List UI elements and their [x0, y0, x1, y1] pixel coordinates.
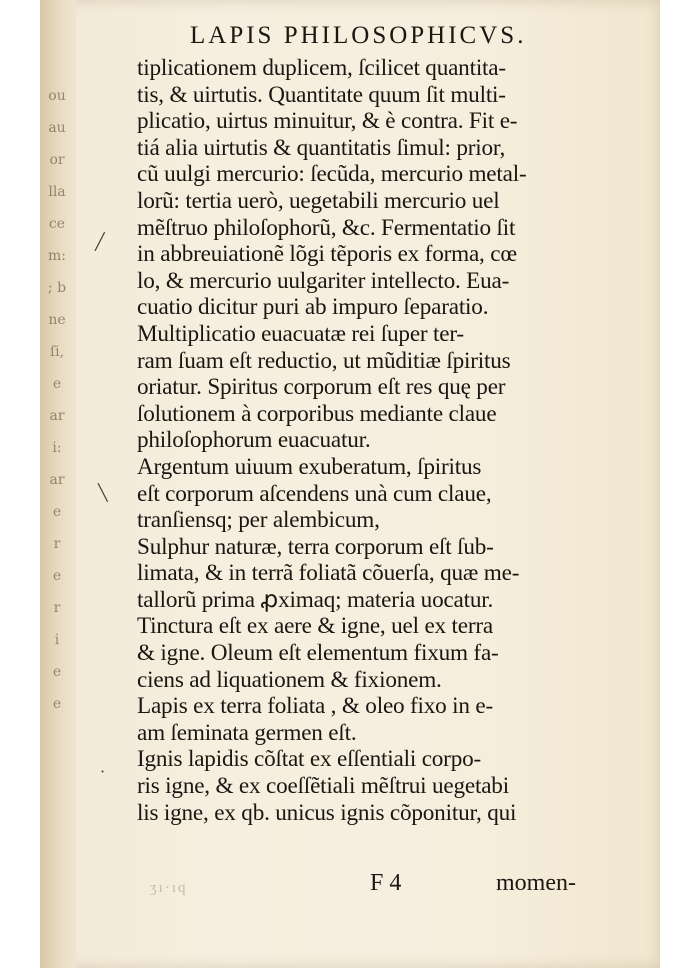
- text-line: ris igne, & ex coeſſẽtiali mẽſtrui uegetabi: [137, 773, 509, 800]
- bleed-fragment: r: [53, 536, 61, 552]
- bleed-fragment: e: [52, 664, 62, 680]
- text-line: ſolutionem à corporibus mediante claue: [137, 400, 497, 427]
- text-line: tiplicationem duplicem, ſcilicet quantita-: [137, 55, 506, 81]
- ink-speck: ·: [100, 762, 106, 781]
- bleed-fragment: r: [53, 600, 61, 616]
- ink-speck: ╲: [98, 483, 108, 502]
- text-line: limata, & in terrã foliatã cõuerſa, quæ me-: [137, 560, 520, 587]
- bleed-fragment: ſi,: [49, 344, 65, 360]
- show-through-text: ʒı·ıq: [150, 880, 188, 896]
- text-line: Argentum uiuum exuberatum, ſpiritus: [137, 453, 482, 480]
- text-line: ciens ad liquationem & fixionem.: [137, 666, 442, 693]
- bleed-fragment: i:: [52, 440, 62, 456]
- text-line: Tinctura eſt ex aere & igne, uel ex terra: [137, 613, 493, 640]
- text-line: in abbreuiationẽ lõgi tẽporis ex forma, cœ: [137, 241, 517, 268]
- text-line: cũ uulgi mercurio: ſecũda, mercurio metal-: [137, 161, 527, 188]
- text-line: tallorũ prima ꝓximaq; materia uocatur.: [137, 586, 494, 613]
- bleed-fragment: i: [54, 632, 60, 648]
- catchword: momen-: [496, 870, 576, 896]
- text-line: eſt corporum aſcendens unà cum claue,: [137, 480, 492, 507]
- text-line: lorũ: tertia uerò, uegetabili mercurio uel: [137, 187, 500, 214]
- running-head: LAPIS PHILOSOPHICVS.: [190, 22, 527, 49]
- text-line: & igne. Oleum eſt elementum fixum fa-: [137, 640, 499, 667]
- ink-speck: ╱: [95, 232, 105, 251]
- bleed-fragment: lla: [48, 184, 66, 200]
- text-line: Lapis ex terra foliata , & oleo fixo in e-: [137, 693, 494, 720]
- bleed-fragment: or: [49, 152, 65, 168]
- facing-page-bleed: [42, 80, 72, 720]
- scanned-page: [40, 0, 660, 968]
- bleed-fragment: ar: [49, 408, 65, 424]
- text-line: Ignis lapidis cõſtat ex eſſentiali corpo-: [137, 746, 482, 773]
- text-line: tiá alia uirtutis & quantitatis ſimul: prior,: [137, 134, 506, 161]
- body-text: [137, 55, 607, 826]
- text-line: lis igne, ex qb. unicus ignis cõponitur, qui: [137, 799, 517, 826]
- bleed-fragment: ou: [48, 88, 66, 104]
- text-line: oriatur. Spiritus corporum eſt res quę per: [137, 374, 506, 401]
- text-line: Multiplicatio euacuatæ rei ſuper ter-: [137, 320, 464, 347]
- text-line: plicatio, uirtus minuitur, & è contra. Fit e-: [137, 108, 518, 135]
- bleed-fragment: e: [52, 504, 62, 520]
- text-line: Sulphur naturæ, terra corporum eſt ſub-: [137, 533, 494, 560]
- bleed-fragment: m:: [48, 248, 66, 264]
- bleed-fragment: ce: [48, 216, 66, 232]
- bleed-fragment: ; b: [47, 280, 67, 296]
- text-line: cuatio dicitur puri ab impuro ſeparatio.: [137, 294, 489, 321]
- text-line: philoſophorum euacuatur.: [137, 427, 371, 454]
- text-line: tranſiensq; per alembicum,: [137, 507, 380, 534]
- bleed-fragment: e: [52, 376, 62, 392]
- text-line: ram ſuam eſt reductio, ut mũditiæ ſpiritus: [137, 347, 511, 374]
- bleed-fragment: ne: [48, 312, 66, 328]
- bleed-fragment: ar: [49, 472, 65, 488]
- bleed-fragment: e: [52, 696, 62, 712]
- gutter-shadow: [40, 0, 76, 968]
- signature-mark: F 4: [370, 870, 402, 896]
- page-footer: [370, 870, 610, 900]
- bleed-fragment: au: [48, 120, 66, 136]
- text-line: tis, & uirtutis. Quantitate quum ſit multi-: [137, 81, 506, 108]
- text-line: mẽſtruo philoſophorũ, &c. Fermentatio ſit: [137, 214, 516, 241]
- bleed-fragment: e: [52, 568, 62, 584]
- text-line: lo, & mercurio uulgariter intellecto. Eua-: [137, 267, 510, 294]
- text-line: am ſeminata germen eſt.: [137, 719, 357, 746]
